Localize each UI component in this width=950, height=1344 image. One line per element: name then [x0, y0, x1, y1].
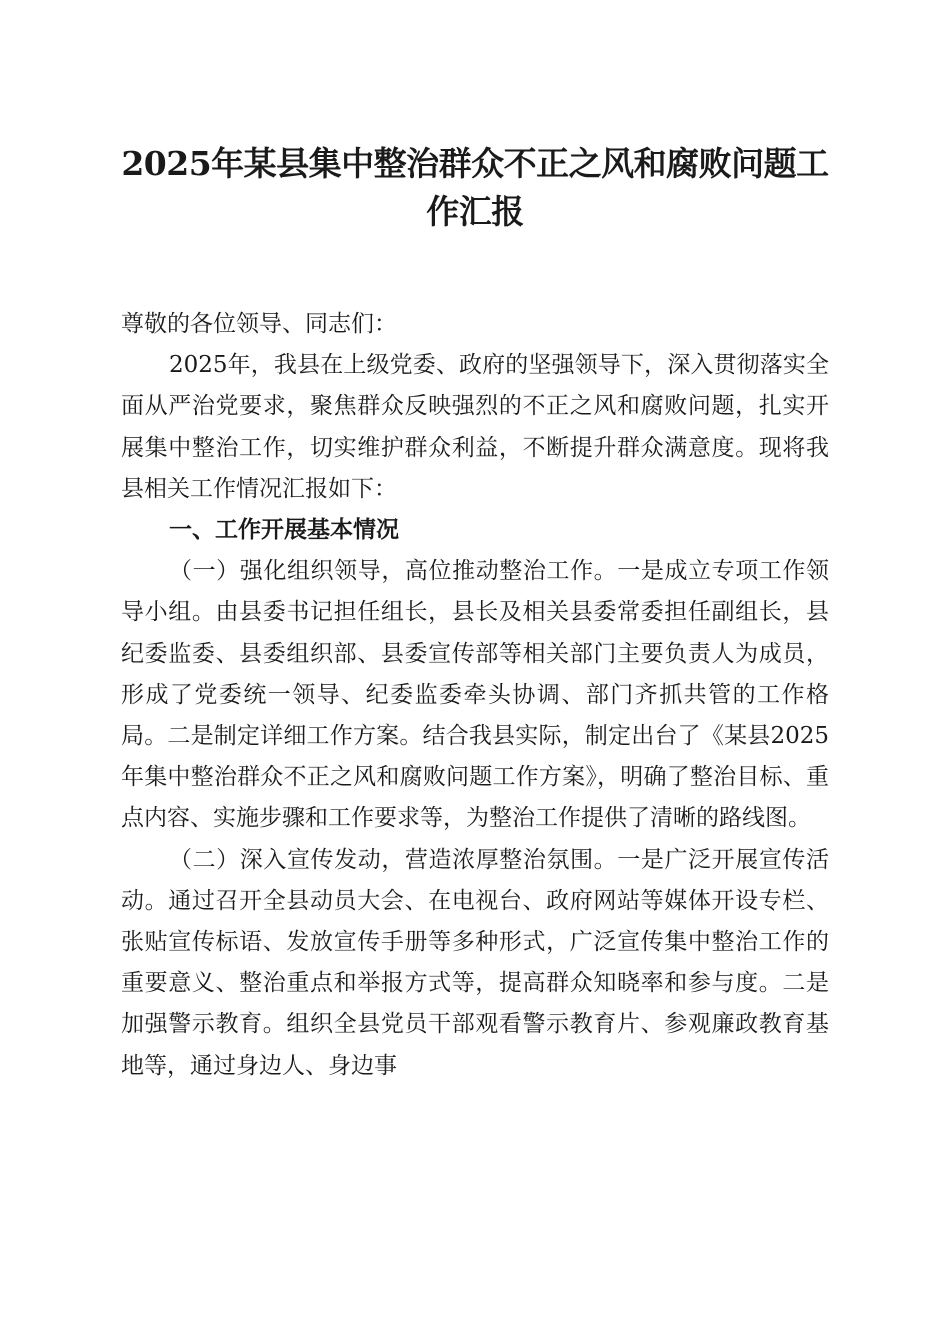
document-page — [121, 140, 829, 1087]
subsection-heading-2: （二）深入宣传发动，营造浓厚整治氛围。 — [169, 846, 618, 873]
salutation: 尊敬的各位领导、同志们： — [121, 311, 397, 337]
subsection-heading-1: （一）强化组织领导，高位推动整治工作。 — [169, 558, 618, 585]
subsection-paragraph-2 — [121, 840, 829, 1087]
subsection-body-1: 一是成立专项工作领导小组。由县委书记担任组长，县长及相关县委常委担任副组长，县纪委监委、县委组织部、县委宣传部等相关部门主要负责人为成员，形成了党委统一领导、纪委监委牵头协调、部门齐抓共管的工作格局。二是制定详细工作方案。结合我县实际，制定出台了《某县2025年集中整治群众不正之风和腐败问题工作方案》，明确了整治目标、重点内容、实施步骤和工作要求等，为整治工作提供了清晰的路线图。 — [121, 558, 830, 832]
intro-paragraph: 2025年，我县在上级党委、政府的坚强领导下，深入贯彻落实全面从严治党要求，聚焦群众反映强烈的不正之风和腐败问题，扎实开展集中整治工作，切实维护群众利益，不断提升群众满意度。现将我县相关工作情况汇报如下： — [121, 352, 829, 502]
section-heading-1: 一、工作开展基本情况 — [169, 517, 399, 544]
subsection-body-2: 一是广泛开展宣传活动。通过召开全县动员大会、在电视台、政府网站等媒体开设专栏、张贴宣传标语、发放宣传手册等多种形式，广泛宣传集中整治工作的重要意义、整治重点和举报方式等，提高群众知晓率和参与度。二是加强警示教育。组织全县党员干部观看警示教育片、参观廉政教育基地等，通过身边人、身边事 — [121, 846, 830, 1079]
subsection-paragraph-1 — [121, 551, 829, 839]
document-title: 2025年某县集中整治群众不正之风和腐败问题工作汇报 — [121, 144, 829, 231]
document-body — [121, 304, 829, 1087]
